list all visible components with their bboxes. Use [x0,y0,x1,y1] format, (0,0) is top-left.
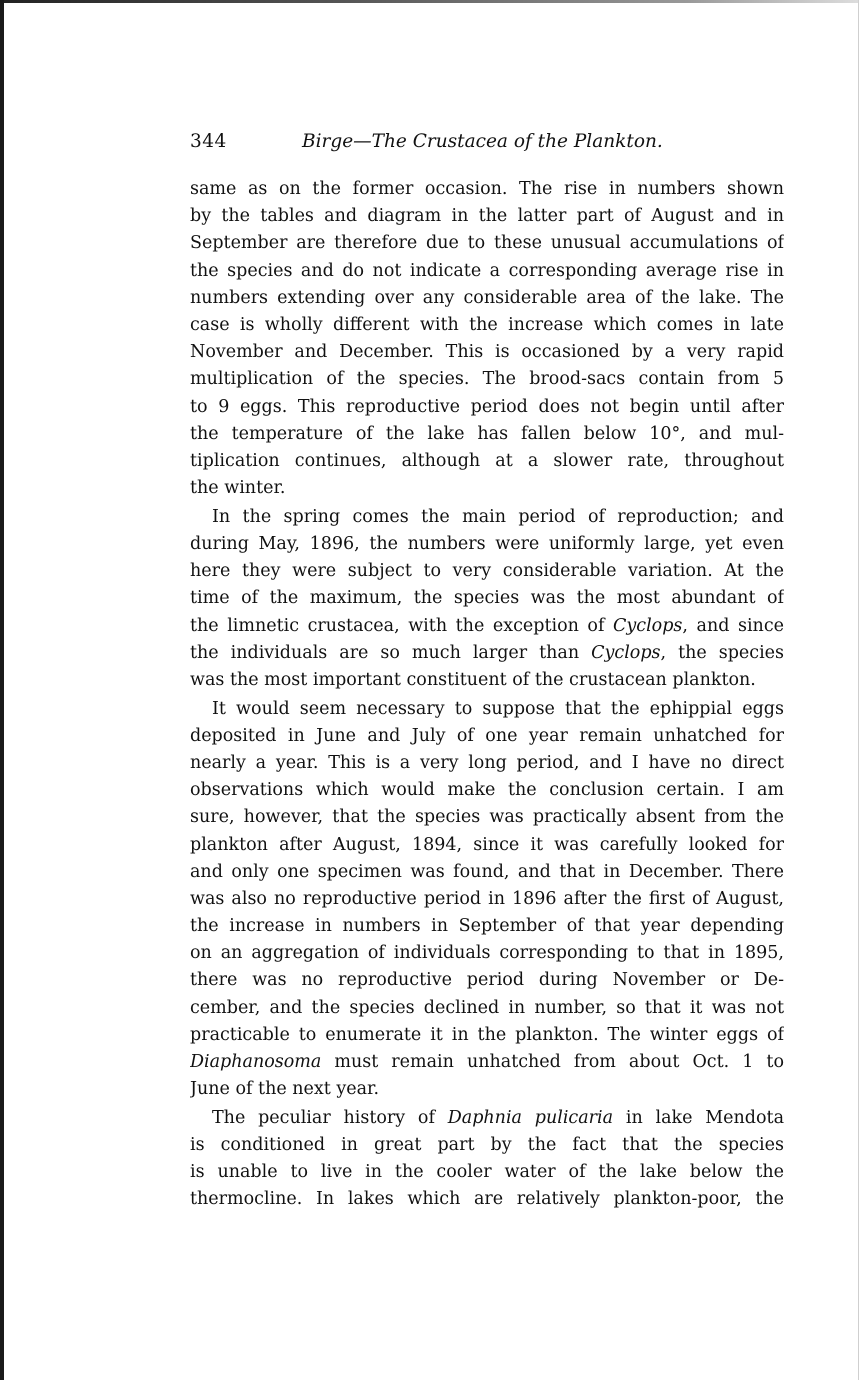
text-line: multiplication of the species. The brood-sacs contain from 5 [190,369,784,390]
text-line: was also no reproductive period in 1896 after the first of August, [190,888,784,909]
text-line: the individuals are so much larger than Cyclops, the species [190,642,784,663]
text-line: tiplication continues, although at a slower rate, throughout [190,450,784,471]
text-line: cember, and the species declined in number, so that it was not [190,997,784,1018]
text-line: here they were subject to very considerable variation. At the [190,561,784,582]
text-line: and only one specimen was found, and that in December. There [190,861,784,882]
text-line: is unable to live in the cooler water of the lake below the [190,1162,784,1183]
text-line: the increase in numbers in September of that year depending [190,916,784,937]
text-line: on an aggregation of individuals corresponding to that in 1895, [190,943,784,964]
text-line: It would seem necessary to suppose that the ephippial eggs [212,698,784,719]
text-line: thermocline. In lakes which are relatively plankton-poor, the [190,1189,784,1210]
page-header [190,131,784,157]
text-line: by the tables and diagram in the latter part of August and in [190,206,784,227]
text-line: numbers extending over any considerable area of the lake. The [190,287,784,308]
text-line: In the spring comes the main period of reproduction; and [212,506,784,527]
text-line: September are therefore due to these unusual accumulations of [190,233,784,254]
scan-edge-left [0,0,4,1380]
italic-term: Diaphanosoma [190,1052,322,1072]
paragraph [190,176,784,502]
paragraph [190,504,784,694]
paragraph [190,1105,784,1214]
text-line: the temperature of the lake has fallen below 10°, and mul- [190,423,784,444]
italic-term: Daphnia pulicaria [447,1107,614,1128]
scan-edge-top [0,0,859,3]
text-line: deposited in June and July of one year remain unhatched for [190,725,784,746]
text-line: the limnetic crustacea, with the exception of Cyclops, and since [190,615,784,636]
italic-term: Cyclops [613,615,683,636]
page-number: 344 [190,131,227,152]
text-line: there was no reproductive period during November or De- [190,970,784,991]
text-line: November and December. This is occasioned by a very rapid [190,342,784,363]
text-line: sure, however, that the species was practically absent from the [190,807,784,828]
text-line: case is wholly different with the increase which comes in late [190,314,784,335]
text-line: the species and do not indicate a corresponding average rise in [190,260,784,281]
text-line: during May, 1896, the numbers were uniformly large, yet even [190,533,784,554]
text-line: practicable to enumerate it in the plankton. The winter eggs of [190,1024,784,1045]
text-line: June of the next year. [190,1079,380,1100]
text-line: was the most important constituent of the crustacean plankton. [190,669,756,690]
text-line: the winter. [190,478,286,499]
text-line: Diaphanosoma must remain unhatched from about Oct. 1 to [190,1052,784,1072]
paragraph [190,696,784,1104]
text-line: The peculiar history of Daphnia pulicaria in lake Mendota [212,1107,784,1128]
body-text [190,176,784,1214]
text-line: observations which would make the conclusion certain. I am [190,780,784,801]
text-line: same as on the former occasion. The rise in numbers shown [190,179,784,199]
text-line: time of the maximum, the species was the most abundant of [190,588,784,609]
text-line: plankton after August, 1894, since it was carefully looked for [190,834,784,855]
text-line: is conditioned in great part by the fact that the species [190,1135,784,1156]
italic-term: Cyclops [591,642,661,663]
text-line: to 9 eggs. This reproductive period does not begin until after [190,396,784,417]
text-line: nearly a year. This is a very long period, and I have no direct [190,752,784,773]
running-head: Birge—The Crustacea of the Plankton. [302,131,663,152]
